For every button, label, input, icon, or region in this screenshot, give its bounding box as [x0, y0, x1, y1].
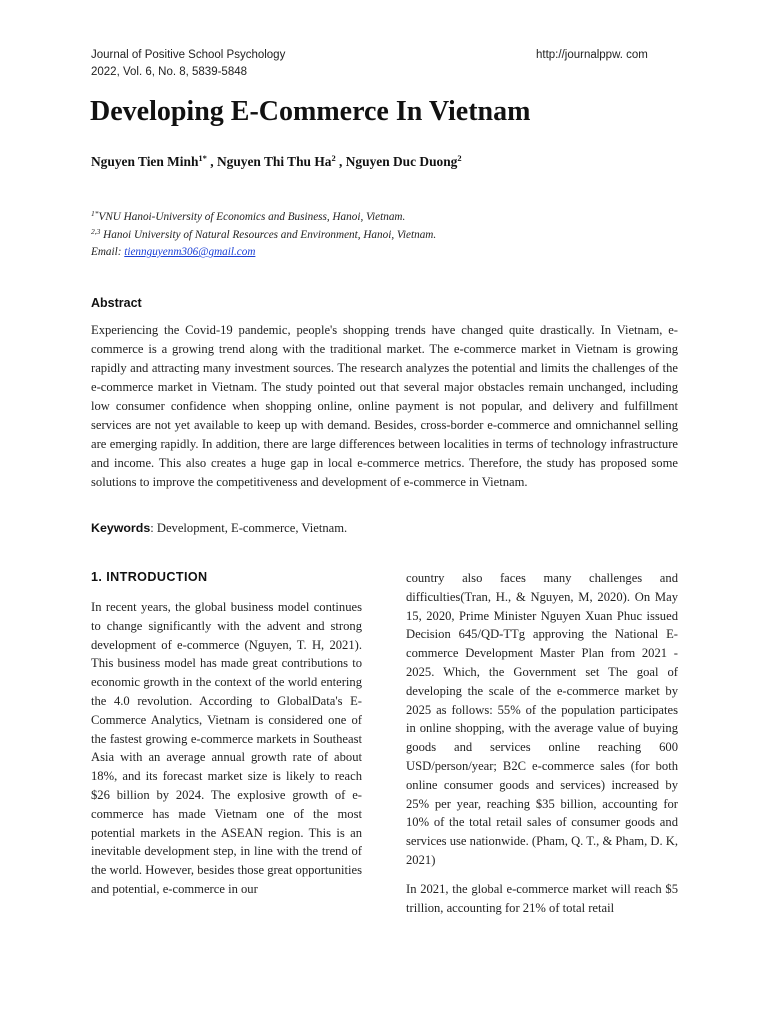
email-link[interactable]: tiennguyenm306@gmail.com	[124, 246, 256, 258]
affiliation-line	[91, 209, 436, 227]
journal-url[interactable]: http://journalppw. com	[536, 49, 648, 61]
introduction-heading: 1. INTRODUCTION	[91, 570, 208, 584]
author-superscript: 2	[457, 153, 462, 163]
introduction-right-column-paragraph: In 2021, the global e-commerce market will reach $5 trillion, accounting for 21% of total retail	[406, 882, 678, 915]
author-superscript: 1*	[198, 153, 207, 163]
abstract-heading: Abstract	[91, 296, 142, 310]
author-superscript: 2	[331, 153, 336, 163]
affiliation-superscript: 2,3	[91, 226, 101, 236]
affiliation-text: Hanoi University of Natural Resources and Environment, Hanoi, Vietnam.	[103, 228, 437, 241]
journal-header	[91, 47, 285, 81]
author-list: Nguyen Tien Minh$^{1*}$ , Nguyen Thi Thu Ha$^2$ , Nguyen Duc Duong$^2$	[91, 153, 462, 169]
email-label: Email:	[91, 246, 125, 258]
keywords-line	[91, 521, 347, 536]
paper-title: Developing E-Commerce In Vietnam	[90, 96, 531, 127]
affiliation-line	[91, 227, 436, 245]
introduction-left-column: In recent years, the global business model continues to change significantly with the advent and strong development of e-commerce (Nguyen, T. H, 2021). This business model has made great contributions to economic growth in the context of the world entering the 4.0 revolution. According to GlobalData's E-Commerce Analytics, Vietnam is considered one of the fastest growing e-commerce markets in Southeast Asia with an average annual growth rate of about 18%, and its forecast market size is likely to reach $26 billion by 2024. The explosive growth of e-commerce has made Vietnam one of the most potential markets in the ASEAN region. This is an inevitable development step, in line with the trend of the world. However, besides those great opportunities and potential, e-commerce in our	[91, 600, 362, 896]
affiliations	[91, 209, 436, 262]
author-name: Nguyen Tien Minh	[91, 154, 199, 169]
email-line	[91, 244, 436, 262]
author-name: Nguyen Duc Duong	[345, 154, 458, 169]
author-name: Nguyen Thi Thu Ha	[216, 154, 332, 169]
affiliation-superscript: 1*	[91, 209, 99, 218]
keywords-text: : Development, E-commerce, Vietnam.	[150, 521, 348, 535]
abstract-text: Experiencing the Covid-19 pandemic, people's shopping trends have changed quite drastically. In Vietnam, e-commerce is a growing trend along with the traditional market. The e-commerce market in Vietnam is growing rapidly and attracting many investment sources. The research analyzes the potential and limits the challenges of the e-commerce market in Vietnam. The study pointed out that several major obstacles remain unchanged, including low consumer confidence when shopping online, online payment is not popular, and delivery and fulfillment services are not yet available to keep up with demand. Besides, cross-border e-commerce and omnichannel selling are emerging rapidly. In addition, there are large differences between localities in terms of technology infrastructure and income. This also creates a huge gap in local e-commerce metrics. Therefore, the study has proposed some solutions to improve the competitiveness and development of e-commerce in Vietnam.	[91, 323, 678, 489]
affiliation-text: VNU Hanoi-University of Economics and Business, Hanoi, Vietnam.	[98, 211, 406, 223]
introduction-right-column-paragraph: country also faces many challenges and difficulties(Tran, H., & Nguyen, M, 2020). On May 15, 2020, Prime Minister Nguyen Xuan Phuc issued Decision 645/QD-TTg approving the National E-commerce Development Master Plan from 2021 - 2025. Which, the Government set The goal of developing the scale of the e-commerce market by 2025 as follows: 55% of the population participates in online shopping, with the average value of buying goods and services online reaching 600 USD/person/year; B2C e-commerce sales (for both online consumer goods and services) increased by 25% per year, reaching $35 billion, accounting for 10% of the total retail sales of consumer goods and services use nationwide. (Pham, Q. T., & Pham, D. K, 2021)	[406, 571, 679, 867]
journal-issue: 2022, Vol. 6, No. 8, 5839-5848	[91, 66, 248, 78]
journal-name: Journal of Positive School Psychology	[91, 49, 286, 61]
keywords-label: Keywords	[91, 521, 151, 535]
